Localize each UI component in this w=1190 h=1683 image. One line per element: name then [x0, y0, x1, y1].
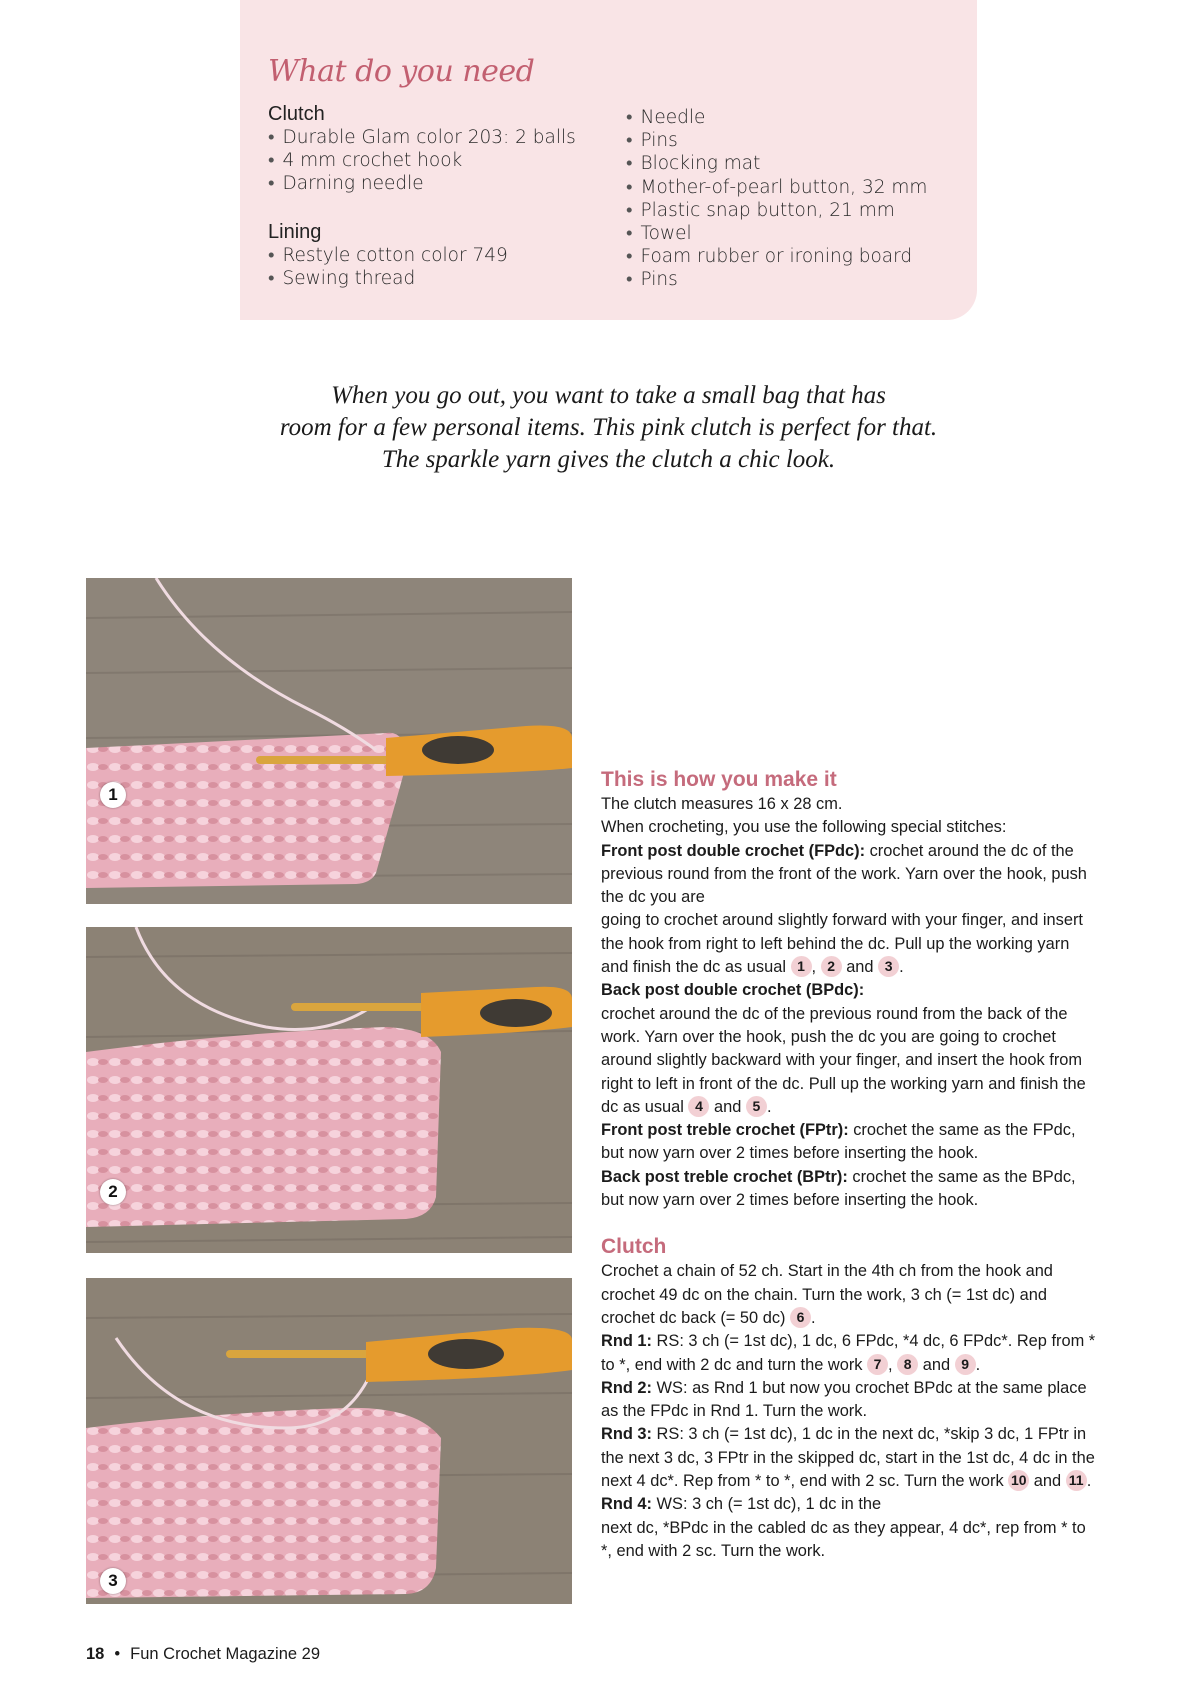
list-item: • Pins: [626, 268, 966, 291]
step-badge: 8: [897, 1354, 918, 1375]
lining-heading: Lining: [268, 220, 322, 243]
fptr-term: Front post treble crochet (FPtr):: [601, 1121, 849, 1140]
list-item: • Pins: [626, 129, 966, 152]
footer-separator: •: [114, 1645, 121, 1663]
list-item: • Darning needle: [268, 172, 598, 195]
rnd2-label: Rnd 2:: [601, 1378, 652, 1397]
step-badge: 2: [821, 956, 842, 977]
clutch-section-heading: Clutch: [601, 1235, 667, 1259]
bptr-paragraph: Back post treble crochet (BPtr): crochet the same as the BPdc, but now yarn over 2 times before inserting the hook.: [601, 1167, 1076, 1210]
step-badge: 5: [746, 1096, 767, 1117]
step-badge: 4: [688, 1096, 709, 1117]
rnd3-paragraph: Rnd 3: RS: 3 ch (= 1st dc), 1 dc in the next dc, *skip 3 dc, 1 FPtr in the next 3 dc, 3 FPtr in the skipped dc, start in the 1st dc, 4 dc in the next 4 dc*. Rep from * to *, end with 2 sc. Turn the work 10 and 11 .: [601, 1425, 1095, 1491]
rnd4-paragraph-cont: next dc, *BPdc in the cabled dc as they appear, 4 dc*, rep from * to *, end with 2 sc. Turn the work.: [601, 1518, 1086, 1560]
list-item: • Mother-of-pearl button, 32 mm: [626, 176, 966, 199]
intro-line: The sparkle yarn gives the clutch a chic look.: [381, 446, 836, 473]
photo-badge: 1: [100, 782, 126, 808]
instructions: [601, 767, 1101, 1563]
intro-text: [240, 380, 977, 476]
intro-line: When you go out, you want to take a small bag that has: [331, 382, 886, 409]
bpdc-term-line: [601, 979, 1101, 1002]
clutch-needs-list: [268, 126, 598, 196]
list-item: • Blocking mat: [626, 152, 966, 175]
list-item: • Restyle cotton color 749: [268, 244, 598, 267]
tools-list: [626, 106, 966, 292]
lining-needs-list: [268, 244, 598, 290]
bpdc-paragraph: crochet around the dc of the previous round from the back of the work. Yarn over the hook, push the dc you are going to crochet around slightly backward with your finger, and insert the hook from right to left in front of the dc. Pull up the working yarn and finish the dc as usual 4 and 5 .: [601, 1004, 1086, 1116]
fpdc-paragraph: Front post double crochet (FPdc): crochet around the dc of the previous round from the front of the work. Yarn over the hook, push the dc you are: [601, 841, 1087, 907]
intro-line: room for a few personal items. This pink clutch is perfect for that.: [279, 414, 938, 441]
list-item: • Needle: [626, 106, 966, 129]
photo-step-1: [86, 578, 572, 904]
bpdc-term: Back post double crochet (BPdc):: [601, 981, 865, 1000]
page-number: 18: [86, 1645, 105, 1663]
rnd4-paragraph: Rnd 4: WS: 3 ch (= 1st dc), 1 dc in the: [601, 1495, 882, 1514]
fpdc-paragraph-cont: going to crochet around slightly forward with your finger, and insert the hook from right to left behind the dc. Pull up the working yarn and finish the dc as usual 1 , 2 and 3 .: [601, 911, 1083, 977]
step-badge: 9: [955, 1354, 976, 1375]
list-item: • Foam rubber or ironing board: [626, 245, 966, 268]
measure-text: The clutch measures 16 x 28 cm.: [601, 795, 843, 813]
needs-box: [240, 0, 977, 320]
rnd2-paragraph: Rnd 2: WS: as Rnd 1 but now you crochet BPdc at the same place as the FPdc in Rnd 1. Turn the work.: [601, 1378, 1087, 1421]
step-badge: 10: [1008, 1470, 1029, 1491]
list-item: • Towel: [626, 222, 966, 245]
bptr-term: Back post treble crochet (BPtr):: [601, 1167, 848, 1186]
how-heading: This is how you make it: [601, 768, 837, 791]
step-badge: 11: [1066, 1470, 1087, 1491]
needs-title: What do you need: [268, 54, 535, 89]
needs-right-column: [626, 106, 966, 292]
photo-step-2: [86, 927, 572, 1253]
fptr-paragraph: Front post treble crochet (FPtr): crochet the same as the FPdc, but now yarn over 2 times before inserting the hook.: [601, 1121, 1076, 1163]
photo-step-3: [86, 1278, 572, 1604]
rnd3-label: Rnd 3:: [601, 1425, 652, 1444]
photo-badge: 2: [100, 1179, 126, 1205]
special-text: When crocheting, you use the following special stitches:: [601, 818, 1007, 837]
rnd1-paragraph: Rnd 1: RS: 3 ch (= 1st dc), 1 dc, 6 FPdc, *4 dc, 6 FPdc*. Rep from * to *, end with 2 dc and turn the work 7 , 8 and 9 .: [601, 1332, 1096, 1374]
rnd4-label: Rnd 4:: [601, 1495, 652, 1514]
list-item: • 4 mm crochet hook: [268, 149, 598, 172]
step-badge: 3: [878, 956, 899, 977]
rnd1-label: Rnd 1:: [601, 1332, 652, 1351]
magazine-name: Fun Crochet Magazine 29: [130, 1645, 320, 1663]
start-paragraph: Crochet a chain of 52 ch. Start in the 4th ch from the hook and crochet 49 dc on the chain. Turn the work, 3 ch (= 1st dc) and crochet dc back (= 50 dc) 6 .: [601, 1262, 1053, 1327]
step-badge: 6: [790, 1307, 811, 1328]
photo-badge: 3: [100, 1568, 126, 1594]
page-footer: [86, 1645, 320, 1664]
step-badge: 1: [791, 956, 812, 977]
list-item: • Plastic snap button, 21 mm: [626, 199, 966, 222]
step-badge: 7: [867, 1354, 888, 1375]
list-item: • Durable Glam color 203: 2 balls: [268, 126, 598, 149]
list-item: • Sewing thread: [268, 267, 598, 290]
clutch-heading: Clutch: [268, 103, 325, 125]
fpdc-term: Front post double crochet (FPdc):: [601, 841, 866, 860]
needs-left-column: [268, 102, 598, 290]
